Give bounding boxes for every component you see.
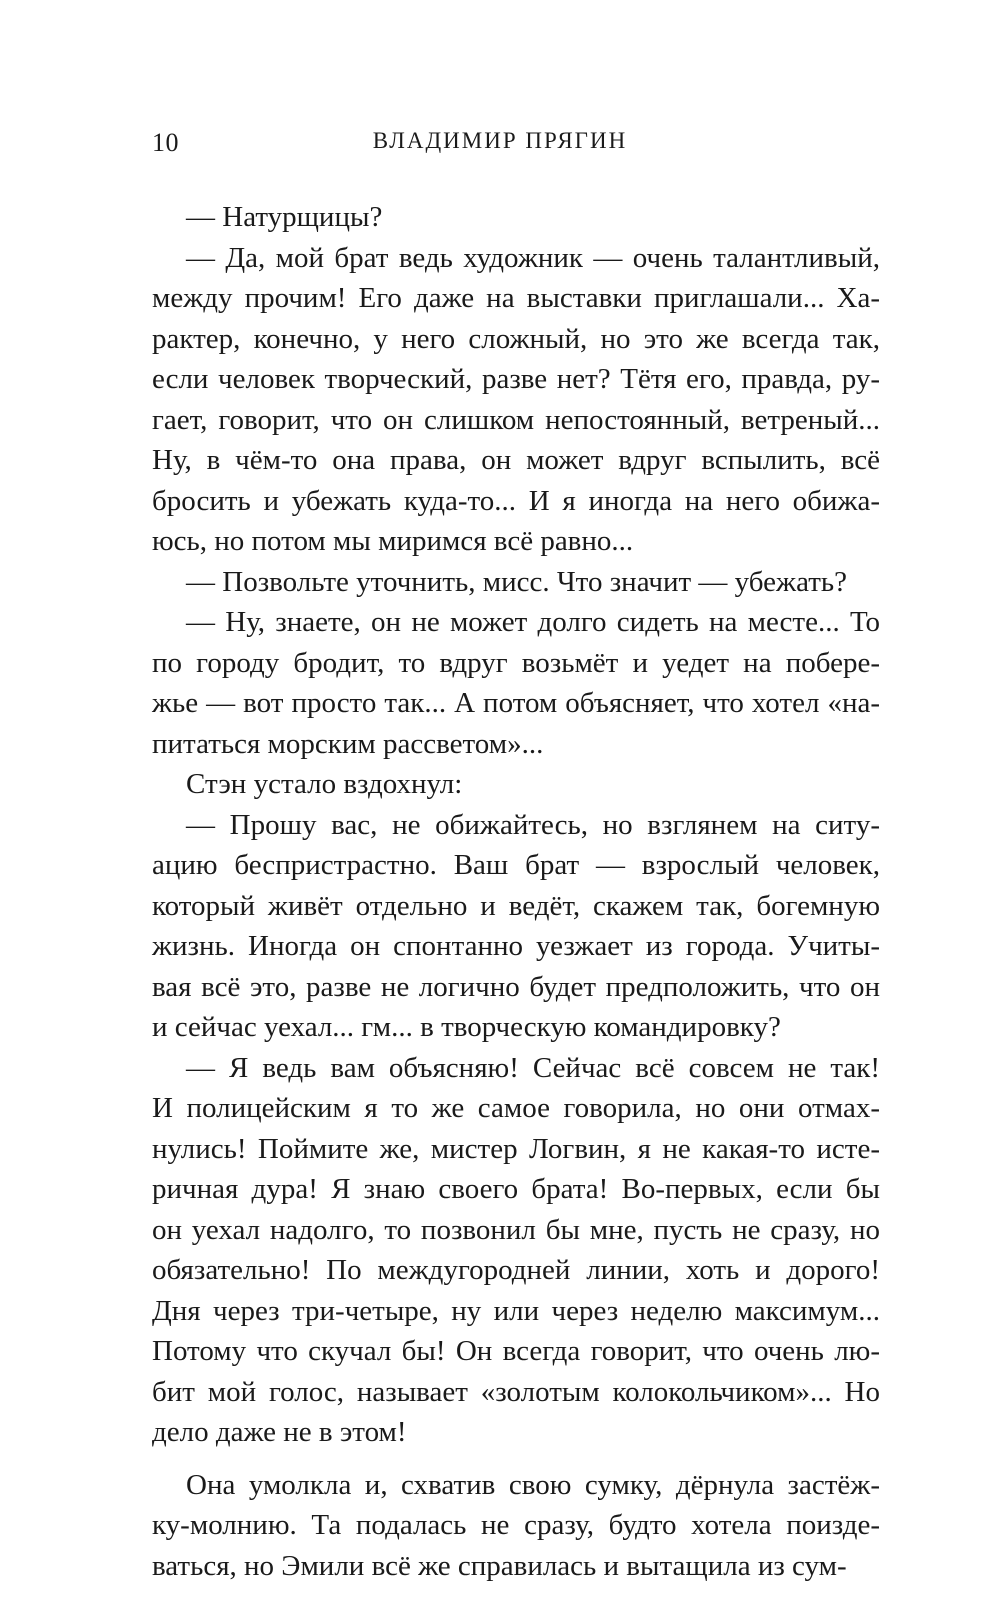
paragraph-gap (152, 1453, 880, 1465)
text-line: гает, говорит, что он слишком непостоянный, ветреный... (152, 403, 880, 436)
text-line: — Ну, знаете, он не может долго сидеть на месте... То (186, 606, 880, 638)
text-body (152, 197, 880, 1586)
text-line: и сейчас уехал... гм... в творческую командировку? (152, 1011, 781, 1043)
text-line: — Я ведь вам объясняю! Сейчас всё совсем не так! (186, 1051, 880, 1084)
paragraph (152, 238, 880, 562)
text-line: нулись! Поймите же, мистер Логвин, я не какая-то исте- (152, 1132, 880, 1165)
text-line: жизнь. Иногда он спонтанно уезжает из города. Учиты- (152, 930, 880, 962)
text-line: ацию беспристрастно. Ваш брат — взрослый человек, (152, 849, 880, 881)
text-line: питаться морским рассветом»... (152, 727, 544, 760)
text-line: юсь, но потом мы миримся всё равно... (152, 525, 634, 557)
text-line: — Да, мой брат ведь художник — очень талантливый, (186, 241, 880, 274)
text-line: вая всё это, разве не логично будет предположить, что он (152, 970, 880, 1003)
text-line: бит мой голос, называет «золотым колокольчиком»... Но (152, 1375, 880, 1408)
text-line: — Прошу вас, не обижайтесь, но взглянем на ситу- (186, 808, 880, 841)
paragraph (152, 1465, 880, 1587)
text-line: — Позвольте уточнить, мисс. Что значит — убежать? (186, 565, 847, 598)
text-line: рактер, конечно, у него сложный, но это же всегда так, (152, 322, 880, 355)
text-line: Потому что скучал бы! Он всегда говорит, что очень лю- (152, 1335, 880, 1367)
text-line: жье — вот просто так... А потом объясняет, что хотел «на- (152, 687, 880, 719)
text-line: Ну, в чём-то она права, он может вдруг вспылить, всё (152, 444, 880, 476)
paragraph (152, 805, 880, 1048)
paragraph (152, 602, 880, 764)
text-line: — Натурщицы? (186, 201, 383, 233)
page-number: 10 (152, 128, 179, 157)
text-line: ку-молнию. Та подалась не сразу, будто хотела поизде- (152, 1509, 880, 1541)
text-line: обязательно! По междугородней линии, хоть и дорого! (152, 1254, 880, 1286)
text-line: который живёт отдельно и ведёт, скажем так, богемную (152, 889, 880, 922)
text-line: Она умолкла и, схватив свою сумку, дёрнула застёж- (186, 1468, 880, 1501)
paragraph (152, 1048, 880, 1453)
text-line: если человек творческий, разве нет? Тётя его, правда, ру- (152, 363, 880, 395)
text-line: ваться, но Эмили всё же справилась и вытащила из сум- (152, 1549, 847, 1582)
text-line: Дня через три-четыре, ну или через неделю максимум... (152, 1294, 880, 1327)
text-line: И полицейским я то же самое говорила, но они отмах- (152, 1092, 880, 1124)
paragraph (152, 764, 880, 805)
text-line: по городу бродит, то вдруг возьмёт и уедет на побере- (152, 646, 880, 679)
running-head-title: ВЛАДИМИР ПРЯГИН (372, 128, 628, 153)
text-line: он уехал надолго, то позвонил бы мне, пусть не сразу, но (152, 1213, 880, 1246)
text-line: Стэн устало вздохнул: (186, 768, 463, 800)
paragraph (152, 562, 880, 603)
paragraph (152, 197, 880, 238)
text-line: дело даже не в этом! (152, 1416, 407, 1448)
text-line: между прочим! Его даже на выставки приглашали... Ха- (152, 282, 880, 314)
text-line: ричная дура! Я знаю своего брата! Во-первых, если бы (152, 1173, 880, 1205)
text-line: бросить и убежать куда-то... И я иногда на него обижа- (152, 484, 880, 517)
